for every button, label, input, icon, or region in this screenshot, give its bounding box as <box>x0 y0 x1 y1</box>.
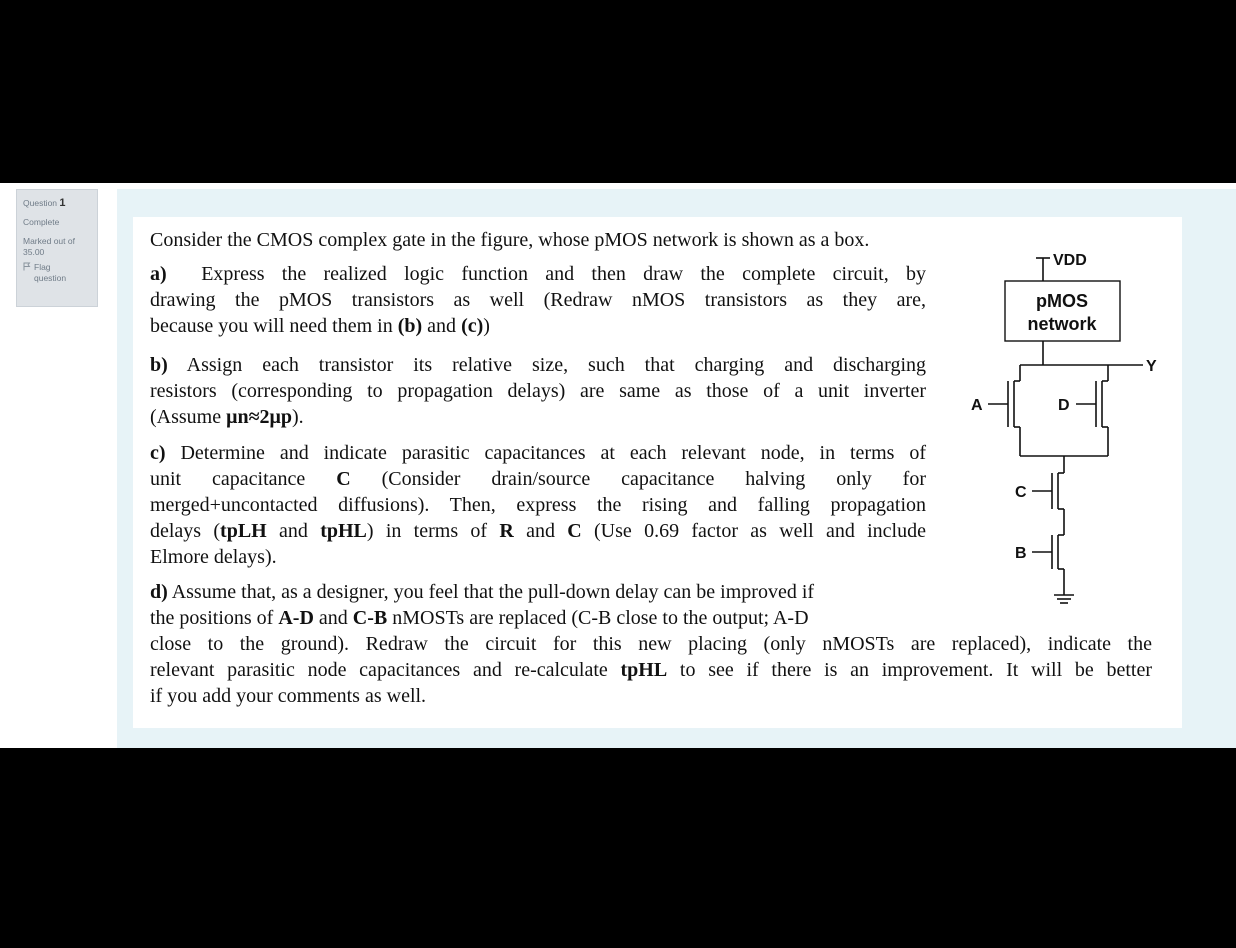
part-a-line-1: a) Express the realized logic function and then draw the complete circuit, by <box>150 263 926 285</box>
input-c-label: C <box>1015 484 1027 501</box>
part-b-line-1: b) Assign each transistor its relative size, such that charging and discharging <box>150 354 926 376</box>
part-c-line-2: unit capacitance C (Consider drain/source capacitance halving only for <box>150 468 926 490</box>
part-c-line-1: c) Determine and indicate parasitic capacitances at each relevant node, in terms of <box>150 442 927 464</box>
network-label: network <box>1027 314 1097 334</box>
part-c-line-5: Elmore delays). <box>150 546 277 568</box>
flag-icon <box>23 262 31 271</box>
question-intro: Consider the CMOS complex gate in the figure, whose pMOS network is shown as a box. <box>150 229 870 251</box>
part-d-line-1: d) Assume that, as a designer, you feel that the pull-down delay can be improved if <box>150 581 815 603</box>
marked-out-of: Marked out of 35.00 <box>23 236 75 257</box>
part-b-line-2: resistors (corresponding to propagation delays) are same as those of a unit inverter <box>150 380 926 402</box>
part-b-line-3: (Assume μn≈2μp). <box>150 406 304 428</box>
question-number: Question 1 <box>23 197 66 209</box>
part-d-line-2: the positions of A-D and C-B nMOSTs are replaced (C-B close to the output; A-D <box>150 607 809 629</box>
vdd-label: VDD <box>1053 252 1087 269</box>
pmos-label: pMOS <box>1036 291 1088 311</box>
output-y-label: Y <box>1146 358 1157 375</box>
flag-question-link[interactable]: Flag question <box>23 262 91 284</box>
part-d-line-5: if you add your comments as well. <box>150 685 427 707</box>
input-b-label: B <box>1015 545 1027 562</box>
part-a-line-3: because you will need them in (b) and (c)) <box>150 315 490 337</box>
part-c-line-4: delays (tpLH and tpHL) in terms of R and C (Use 0.69 factor as well and include <box>150 520 926 542</box>
input-a-label: A <box>971 397 983 414</box>
part-d-line-4: relevant parasitic node capacitances and re-calculate tpHL to see if there is an improvement. It will be better <box>150 659 1152 681</box>
question-state: Complete <box>23 217 60 227</box>
quiz-page <box>0 183 1236 748</box>
cmos-circuit-diagram <box>938 252 1157 623</box>
part-a-line-2: drawing the pMOS transistors as well (Redraw nMOS transistors as they are, <box>150 289 926 311</box>
part-c-line-3: merged+uncontacted diffusions). Then, express the rising and falling propagation <box>150 494 926 516</box>
input-d-label: D <box>1058 397 1070 414</box>
part-d-line-3: close to the ground). Redraw the circuit for this new placing (only nMOSTs are replaced), indicate the <box>150 633 1152 655</box>
question-info-panel <box>16 189 98 307</box>
question-content-area <box>117 189 1236 748</box>
question-text-card <box>133 217 1182 728</box>
